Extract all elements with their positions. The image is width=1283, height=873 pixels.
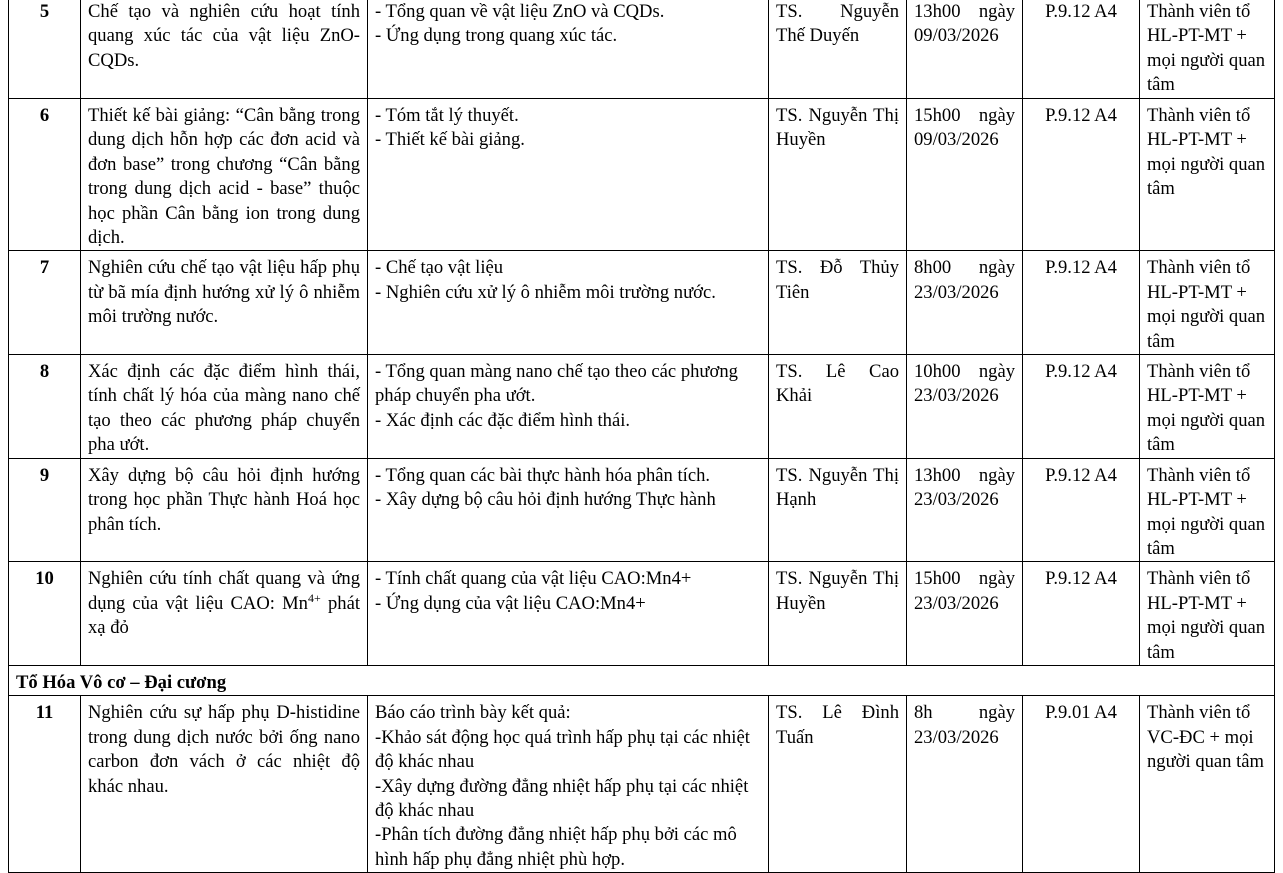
presenter: TS. Lê Đình Tuấn (769, 696, 907, 873)
content-line: - Xác định các đặc điểm hình thái. (375, 409, 631, 431)
participants: Thành viên tổ HL-PT-MT + mọi người quan tâm (1140, 458, 1275, 562)
table-row (9, 251, 1275, 355)
time-date: 8h00 ngày 23/03/2026 (907, 251, 1023, 355)
row-number: 6 (9, 99, 81, 251)
time-date: 13h00 ngày 09/03/2026 (907, 0, 1023, 99)
row-number: 10 (9, 562, 81, 666)
superscript-charge: 4+ (307, 590, 321, 605)
topic-title-text: Nghiên cứu tính chất quang và ứng dụng của vật liệu CAO: Mn (88, 568, 360, 614)
topic-title: Xác định các đặc điểm hình thái, tính chất lý hóa của màng nano chế tạo theo các phương pháp chuyển pha ướt. (81, 355, 368, 459)
room: P.9.12 A4 (1023, 458, 1140, 562)
content-line: - Tổng quan về vật liệu ZnO và CQDs. (375, 1, 665, 22)
presenter: TS. Đỗ Thủy Tiên (769, 251, 907, 355)
row-number: 9 (9, 458, 81, 562)
content-line: - Tóm tắt lý thuyết. (375, 105, 519, 126)
content-cell (368, 355, 769, 459)
content-cell (368, 0, 769, 99)
table-row (9, 355, 1275, 459)
content-cell (368, 458, 769, 562)
content-line: - Tính chất quang của vật liệu CAO:Mn4+ (375, 568, 692, 590)
content-cell (368, 99, 769, 251)
topic-title: Thiết kế bài giảng: “Cân bằng trong dung dịch hỗn hợp các đơn acid và đơn base” trong chương “Cân bằng trong dung dịch acid - base” thuộc học phần Cân bằng ion trong dung dịch. (81, 99, 368, 251)
time-date: 13h00 ngày 23/03/2026 (907, 458, 1023, 562)
table-row (9, 562, 1275, 666)
seminar-schedule-table (8, 0, 1275, 873)
table-row (9, 696, 1275, 873)
row-number: 11 (9, 696, 81, 873)
row-number: 8 (9, 355, 81, 459)
content-cell (368, 562, 769, 666)
topic-title-suffix: phát xạ đỏ (88, 592, 360, 639)
content-line: - Ứng dụng của vật liệu CAO:Mn4+ (375, 592, 646, 614)
content-line: - Xây dựng bộ câu hỏi định hướng Thực hành (375, 489, 716, 511)
participants: Thành viên tổ HL-PT-MT + mọi người quan tâm (1140, 251, 1275, 355)
content-line: - Tổng quan các bài thực hành hóa phân tích. (375, 464, 711, 486)
group-heading-row (9, 665, 1275, 695)
content-cell (368, 696, 769, 873)
room: P.9.01 A4 (1023, 696, 1140, 873)
topic-title: Xây dựng bộ câu hỏi định hướng trong học phần Thực hành Hoá học phân tích. (81, 458, 368, 562)
topic-title: Nghiên cứu chế tạo vật liệu hấp phụ từ bã mía định hướng xử lý ô nhiễm môi trường nước. (81, 251, 368, 355)
room: P.9.12 A4 (1023, 355, 1140, 459)
group-heading: Tổ Hóa Vô cơ – Đại cương (9, 665, 1275, 695)
content-line: - Tổng quan màng nano chế tạo theo các phương pháp chuyển pha ướt. (375, 361, 738, 407)
room: P.9.12 A4 (1023, 0, 1140, 99)
presenter: TS. Nguyễn Thị Hạnh (769, 458, 907, 562)
time-date: 8h ngày 23/03/2026 (907, 696, 1023, 873)
presenter: TS. Lê Cao Khải (769, 355, 907, 459)
table-body (9, 0, 1275, 562)
content-line: -Khảo sát động học quá trình hấp phụ tại các nhiệt độ khác nhau (375, 726, 750, 773)
table-row (9, 99, 1275, 251)
content-line: - Nghiên cứu xử lý ô nhiễm môi trường nước. (375, 281, 716, 303)
row-number: 7 (9, 251, 81, 355)
table-row (9, 458, 1275, 562)
participants: Thành viên tổ VC-ĐC + mọi người quan tâm (1140, 696, 1275, 873)
presenter: TS. Nguyễn Thế Duyến (769, 0, 907, 99)
topic-title (81, 562, 368, 666)
table-body-b (9, 562, 1275, 873)
room: P.9.12 A4 (1023, 251, 1140, 355)
room: P.9.12 A4 (1023, 99, 1140, 251)
participants: Thành viên tổ HL-PT-MT + mọi người quan tâm (1140, 355, 1275, 459)
time-date: 15h00 ngày 09/03/2026 (907, 99, 1023, 251)
table-row (9, 0, 1275, 99)
content-line: - Thiết kế bài giảng. (375, 129, 525, 151)
content-cell (368, 251, 769, 355)
presenter: TS. Nguyễn Thị Huyền (769, 99, 907, 251)
topic-title: Chế tạo và nghiên cứu hoạt tính quang xúc tác của vật liệu ZnO-CQDs. (81, 0, 368, 99)
time-date: 10h00 ngày 23/03/2026 (907, 355, 1023, 459)
participants: Thành viên tổ HL-PT-MT + mọi người quan tâm (1140, 562, 1275, 666)
room: P.9.12 A4 (1023, 562, 1140, 666)
presenter: TS. Nguyễn Thị Huyền (769, 562, 907, 666)
topic-title: Nghiên cứu sự hấp phụ D-histidine trong dung dịch nước bởi ống nano carbon đơn vách ở các nhiệt độ khác nhau. (81, 696, 368, 873)
participants: Thành viên tổ HL-PT-MT + mọi người quan tâm (1140, 0, 1275, 99)
content-line: - Ứng dụng trong quang xúc tác. (375, 25, 618, 47)
content-line: -Xây dựng đường đẳng nhiệt hấp phụ tại các nhiệt độ khác nhau (375, 775, 749, 821)
row-number: 5 (9, 0, 81, 99)
content-line: - Chế tạo vật liệu (375, 257, 504, 279)
content-line: Báo cáo trình bày kết quả: (375, 702, 571, 724)
content-line: -Phân tích đường đẳng nhiệt hấp phụ bởi các mô hình hấp phụ đẳng nhiệt phù hợp. (375, 824, 737, 870)
time-date: 15h00 ngày 23/03/2026 (907, 562, 1023, 666)
participants: Thành viên tổ HL-PT-MT + mọi người quan tâm (1140, 99, 1275, 251)
